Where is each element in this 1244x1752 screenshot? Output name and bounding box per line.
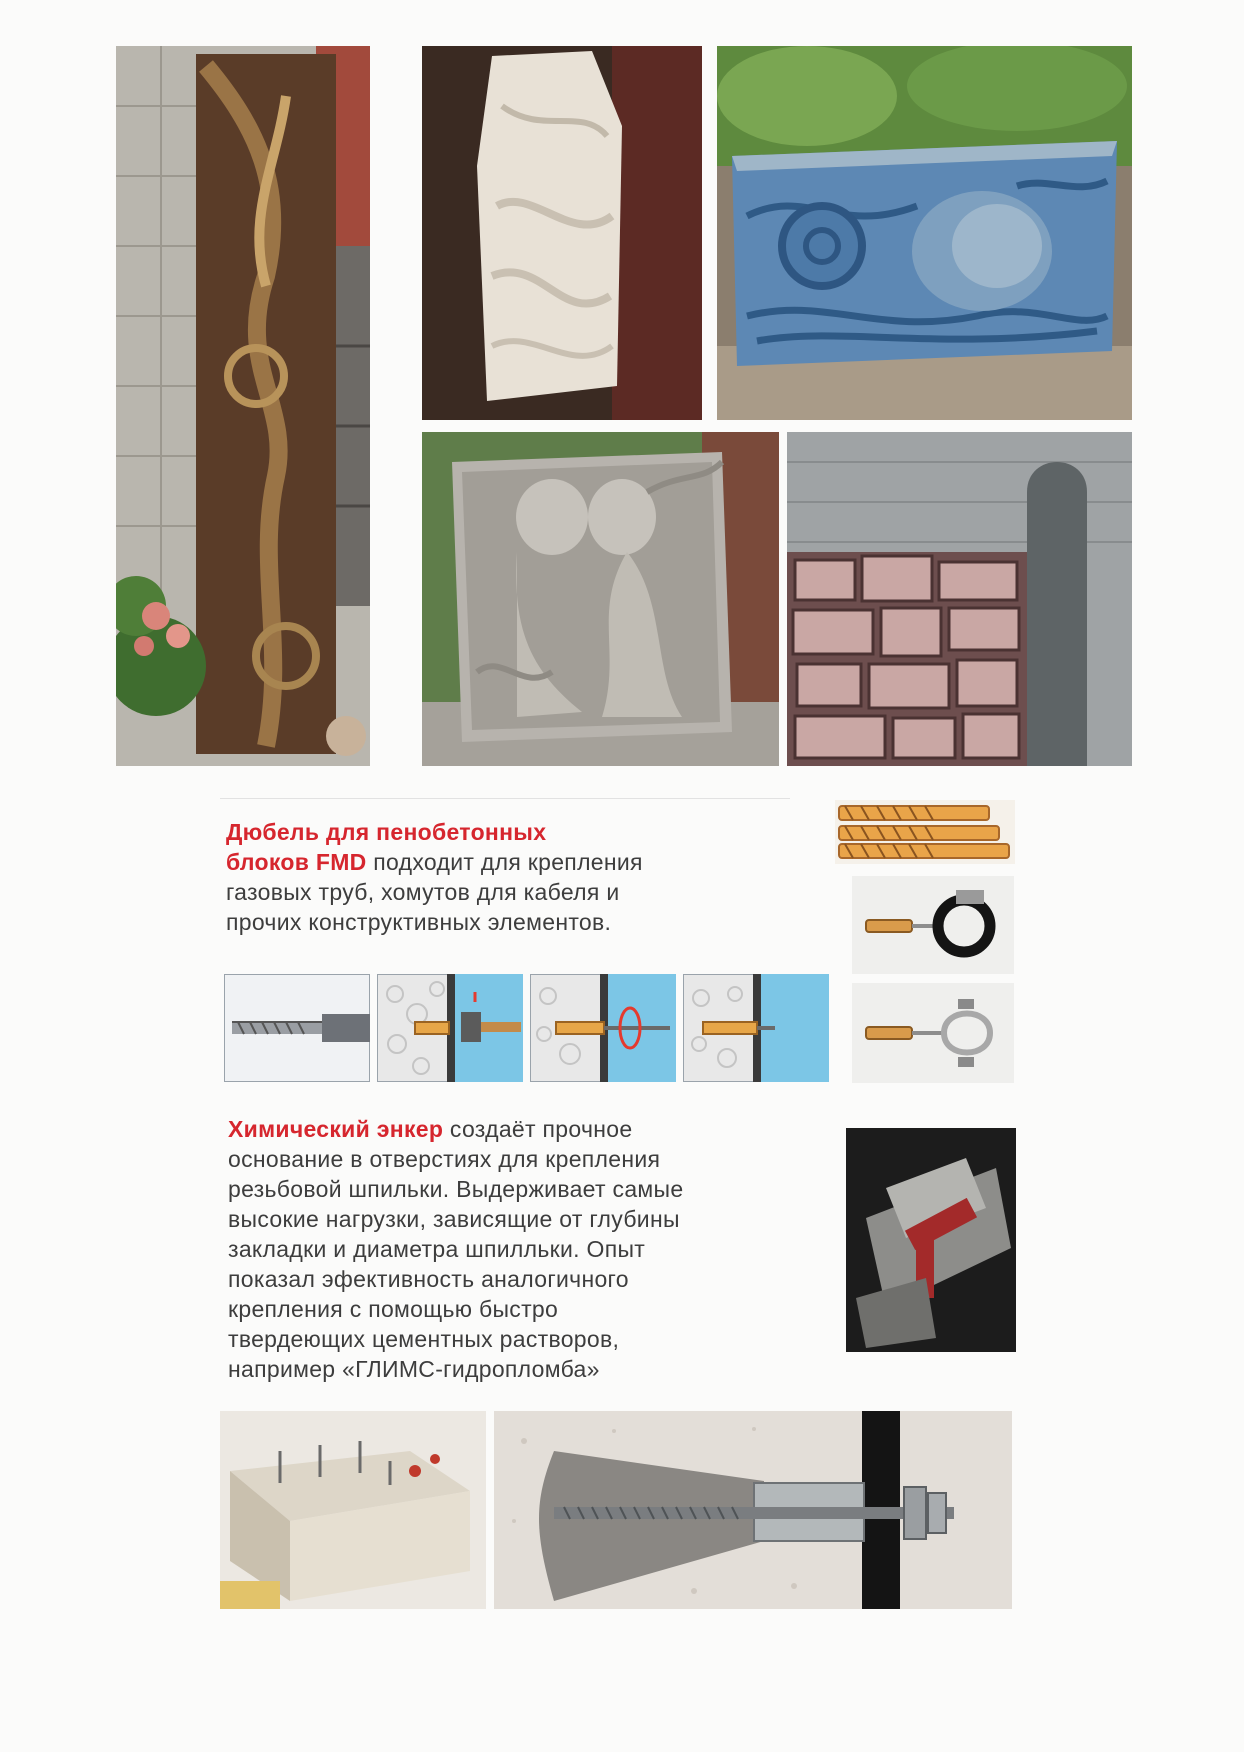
- fmd-title-line1: Дюбель для пенобетонных: [226, 819, 547, 845]
- rotate-step-icon: [530, 974, 676, 1082]
- chem-line4: высокие нагрузки, зависящие от глубины: [228, 1206, 680, 1232]
- fmd-line4: прочих конструктивных элементов.: [226, 909, 612, 935]
- aerated-blocks-studs-photo: [220, 1411, 486, 1609]
- chem-line7: крепления с помощью быстро: [228, 1296, 559, 1322]
- chem-line6: показал эфективность аналогичного: [228, 1266, 629, 1292]
- chem-line5: закладки и диаметра шпилльки. Опыт: [228, 1236, 646, 1262]
- fmd-description: [226, 817, 643, 937]
- kissing-figures-relief-photo: [422, 432, 779, 766]
- hammer-step-icon: [377, 974, 523, 1082]
- fmd-line3: газовых труб, хомутов для кабеля и: [226, 879, 620, 905]
- chem-anchor-description: [228, 1114, 683, 1384]
- chem-line3: резьбовой шпильки. Выдерживает самые: [228, 1176, 684, 1202]
- cable-clamp-icon: [852, 876, 1014, 974]
- pipe-clamp-icon: [852, 983, 1014, 1083]
- drill-step-icon: [224, 974, 370, 1082]
- stone-cladding-arch-photo: [787, 432, 1132, 766]
- fmd-dowels-icon: [835, 800, 1015, 864]
- anchor-cross-section-icon: [494, 1411, 1012, 1609]
- blue-shell-relief-block-photo: [717, 46, 1132, 420]
- chem-line2: основание в отверстиях для крепления: [228, 1146, 661, 1172]
- set-step-icon: [683, 974, 829, 1082]
- fmd-title-line2: блоков FMD: [226, 849, 367, 875]
- chem-line9: например «ГЛИМС-гидропломба»: [228, 1356, 600, 1382]
- white-wave-sculpture-photo: [422, 46, 702, 420]
- lizard-relief-column-photo: [116, 46, 370, 766]
- chem-anchor-title: Химический энкер: [228, 1116, 444, 1142]
- chem-line1-text: создаёт прочное: [443, 1116, 633, 1142]
- fmd-line2-text: подходит для крепления: [366, 849, 643, 875]
- chem-line8: твердеющих цементных растворов,: [228, 1326, 620, 1352]
- chemical-anchor-gun-photo: [846, 1128, 1016, 1352]
